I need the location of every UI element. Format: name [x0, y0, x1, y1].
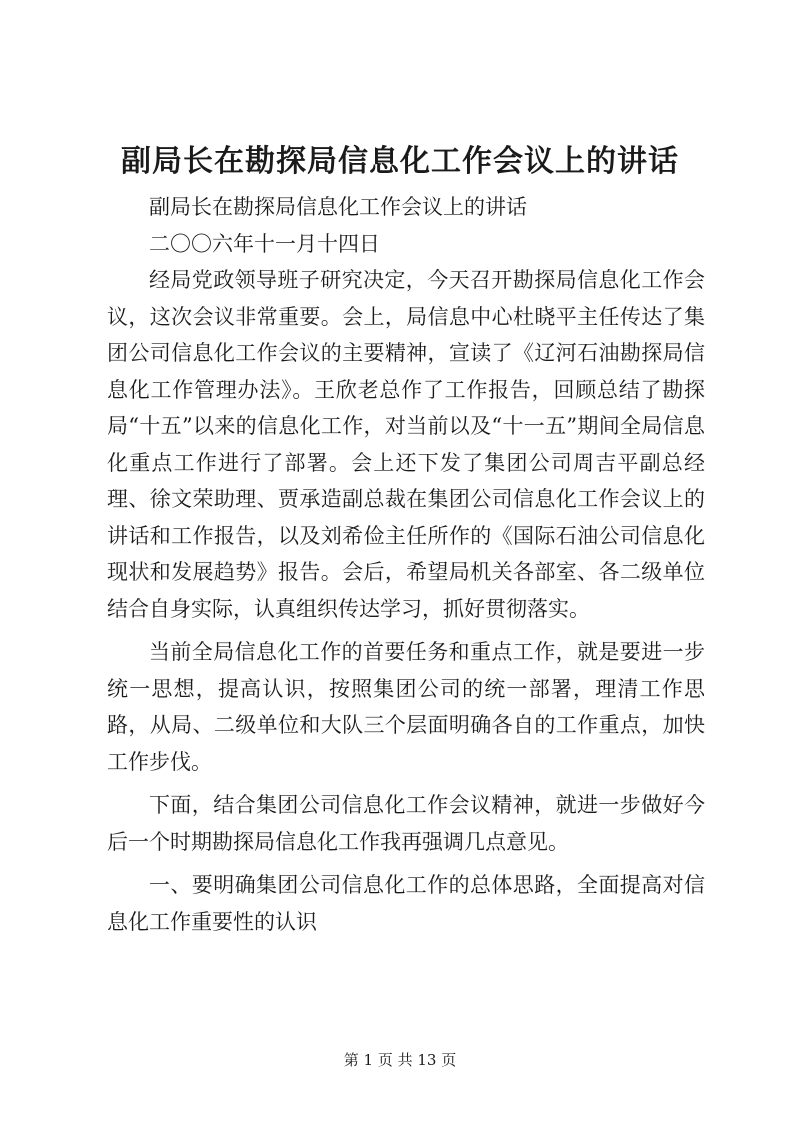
body-paragraph: 经局党政领导班子研究决定，今天召开勘探局信息化工作会议，这次会议非常重要。会上，局信息中心杜晓平主任传达了集团公司信息化工作会议的主要精神，宣读了《辽河石油勘探局信息化工作管理办法》。王欣老总作了工作报告，回顾总结了勘探局“十五”以来的信息化工作，对当前以及“十一五”期间全局信息化重点工作进行了部署。会上还下发了集团公司周吉平副总经理、徐文荣助理、贾承造副总裁在集团公司信息化工作会议上的讲话和工作报告，以及刘希俭主任所作的《国际石油公司信息化现状和发展趋势》报告。会后，希望局机关各部室、各二级单位结合自身实际，认真组织传达学习，抓好贯彻落实。: [107, 268, 705, 621]
section-heading: 一、要明确集团公司信息化工作的总体思路，全面提高对信息化工作重要性的认识: [107, 873, 705, 934]
page-number-footer: 第 1 页 共 13 页: [343, 1051, 457, 1069]
document-date: 二〇〇六年十一月十四日: [149, 231, 380, 256]
body-paragraph: 当前全局信息化工作的首要任务和重点工作，就是要进一步统一思想，提高认识，按照集团公司的统一部署，理清工作思路，从局、二级单位和大队三个层面明确各自的工作重点，加快工作步伐。: [107, 640, 705, 774]
body-paragraph: 下面，结合集团公司信息化工作会议精神，就进一步做好今后一个时期勘探局信息化工作我再强调几点意见。: [107, 793, 705, 854]
document-title: 副局长在勘探局信息化工作会议上的讲话: [121, 144, 679, 179]
document-subtitle: 副局长在勘探局信息化工作会议上的讲话: [149, 195, 527, 219]
document-body: [107, 189, 705, 940]
